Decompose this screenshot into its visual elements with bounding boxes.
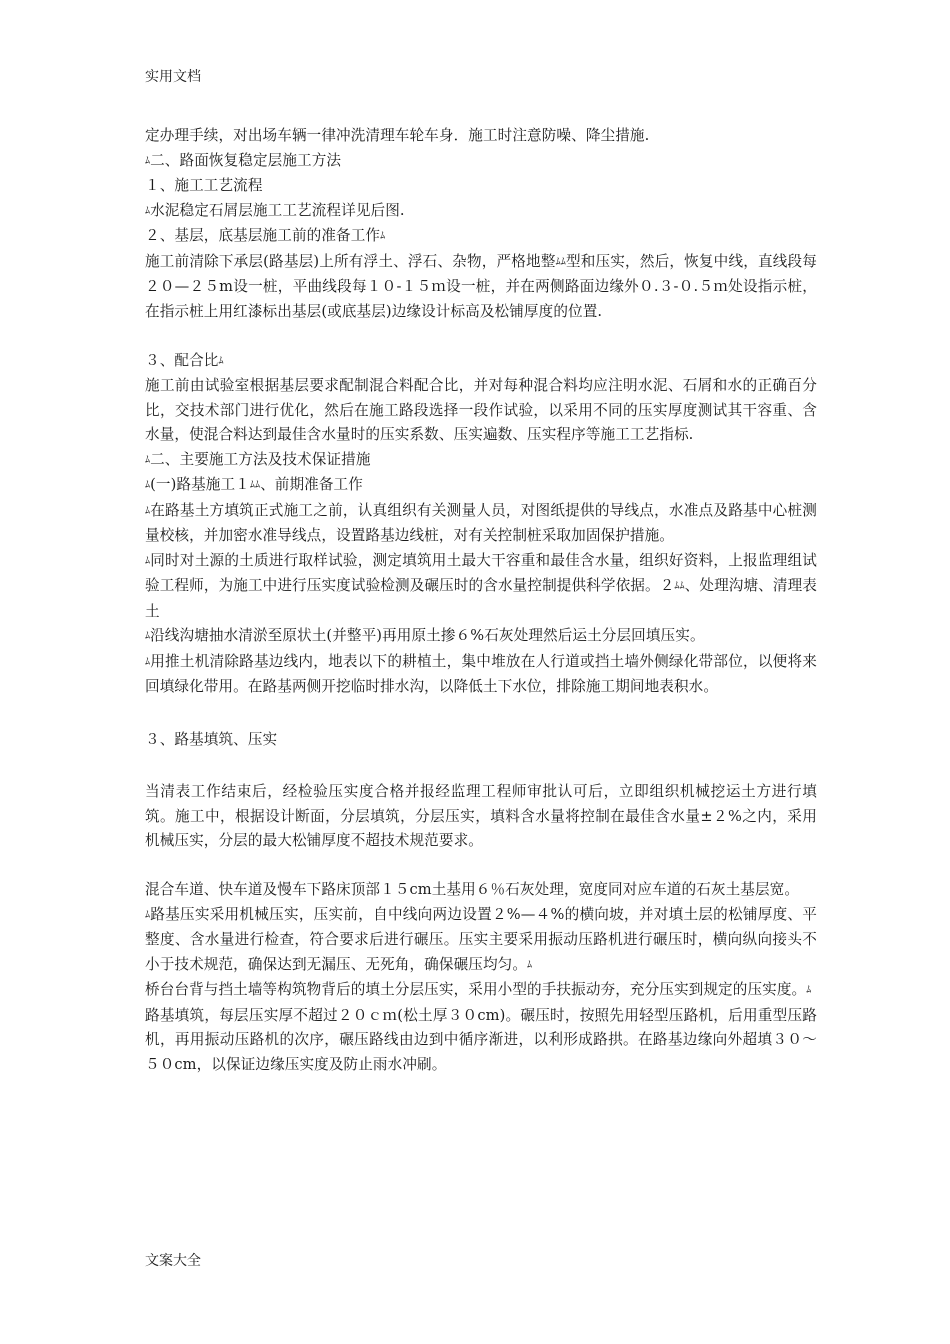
paragraph: ﾑ用推土机清除路基边线内，地表以下的耕植土，集中堆放在人行道或挡土墙外侧绿化带部位，以便将来回填绿化带用。在路基两侧开挖临时排水沟，以降低土下水位，排除施工期间地表积水。: [145, 652, 817, 695]
paragraph: 桥台台背与挡土墙等构筑物背后的填土分层压实，采用小型的手扶振动夯，充分压实到规定的压实度。ﾑ: [145, 981, 812, 998]
sub-heading: ２、基层，底基层施工前的准备工作ﾑ: [145, 227, 386, 244]
mark-icon: ﾑ: [145, 205, 151, 217]
mark-icon: ﾑ: [806, 985, 812, 996]
paragraph: ﾑ水泥稳定石屑层施工工艺流程详见后图.: [145, 201, 405, 219]
sub-heading: ３、配合比ﾑ: [145, 351, 224, 369]
mark-icon: ﾑ: [145, 631, 151, 642]
mark-icon: ﾑﾑ: [249, 480, 261, 491]
paragraph: 施工前清除下承层(路基层)上所有浮土、浮石、杂物，严格地整ﾑﾑ型和压实，然后，恢复中线，直线段每２０—２５m设一桩，平曲线段每１０-１５ｍ设一桩，并在两侧路面边缘外０.３-０.５ｍ处设指示桩，在指示桩上用红漆标出基层(或底基层)边缘设计标高及松铺厚度的位置.: [145, 252, 817, 320]
paragraph: ﾑ同时对土源的土质进行取样试验，测定填筑用土最大干容重和最佳含水量，组织好资料，上报监理组试验工程师，为施工中进行压实度试验检测及碾压时的含水量控制提供科学依据。２ﾑﾑ、处理沟塘、清理表土: [145, 551, 817, 620]
mark-icon: ﾑﾑ: [555, 256, 566, 268]
mark-icon: ﾑ: [145, 909, 151, 921]
page-header: 实用文档: [145, 69, 201, 85]
mark-icon: ﾑ: [145, 656, 151, 668]
sub-heading: ﾑ(一)路基施工１ﾑﾑ、前期准备工作: [145, 476, 363, 493]
section-heading: ﾑ二、主要施工方法及技术保证措施: [145, 450, 371, 468]
section-heading: ﾑ二、路面恢复稳定层施工方法: [145, 151, 342, 169]
mark-icon: ﾑ: [218, 355, 224, 367]
page-footer: 文案大全: [145, 1253, 201, 1269]
paragraph: 混合车道、快车道及慢车下路床顶部１５cm土基用６％石灰处理，宽度同对应车道的石灰土基层宽。: [145, 881, 800, 898]
paragraph: 当清表工作结束后，经检验压实度合格并报经监理工程师审批认可后，立即组织机械挖运土方进行填筑。施工中，根据设计断面，分层填筑，分层压实，填料含水量将控制在最佳含水量±２%之内，采用机械压实，分层的最大松铺厚度不超技术规范要求。: [145, 783, 817, 849]
mark-icon: ﾑ: [145, 155, 151, 167]
paragraph: 施工前由试验室根据基层要求配制混合料配合比，并对每种混合料均应注明水泥、石屑和水的正确百分比，交技术部门进行优化，然后在施工路段选择一段作试验，以采用不同的压实厚度测试其干容重、含水量，使混合料达到最佳含水量时的压实系数、压实遍数、压实程序等施工工艺指标.: [145, 377, 817, 443]
mark-icon: ﾑ: [145, 454, 151, 466]
paragraph: ﾑ路基压实采用机械压实，压实前，自中线向两边设置２%—４%的横向坡，并对填土层的松铺厚度、平整度、含水量进行检查，符合要求后进行碾压。压实主要采用振动压路机进行碾压时，横向纵向接头不小于技术规范，确保达到无漏压、无死角，确保碾压均匀。ﾑ: [145, 905, 817, 973]
sub-heading: １、施工工艺流程: [145, 177, 263, 194]
paragraph: 路基填筑，每层压实厚不超过２０ｃｍ(松土厚３０cm)。碾压时，按照先用轻型压路机，后用重型压路机，再用振动压路机的次序，碾压路线由边到中循序渐进，以利形成路拱。在路基边缘向外超填３０～５０cm，以保证边缘压实度及防止雨水冲刷。: [145, 1006, 817, 1073]
mark-icon: ﾑﾑ: [674, 581, 685, 592]
paragraph: 定办理手续，对出场车辆一律冲洗清理车轮车身．施工时注意防噪、降尘措施.: [145, 127, 650, 144]
paragraph: ﾑ沿线沟塘抽水清淤至原状土(并整平)再用原土掺６%石灰处理然后运土分层回填压实。: [145, 627, 705, 644]
mark-icon: ﾑ: [145, 555, 151, 567]
mark-icon: ﾑ: [527, 959, 533, 971]
mark-icon: ﾑ: [380, 231, 386, 242]
sub-heading: ３、路基填筑、压实: [145, 730, 278, 748]
mark-icon: ﾑ: [145, 505, 151, 517]
document-body: [145, 124, 817, 1077]
mark-icon: ﾑ: [145, 480, 151, 491]
paragraph: ﾑ在路基土方填筑正式施工之前，认真组织有关测量人员，对图纸提供的导线点，水准点及路基中心桩测量校核，并加密水准导线点，设置路基边线桩，对有关控制桩采取加固保护措施。: [145, 501, 817, 544]
